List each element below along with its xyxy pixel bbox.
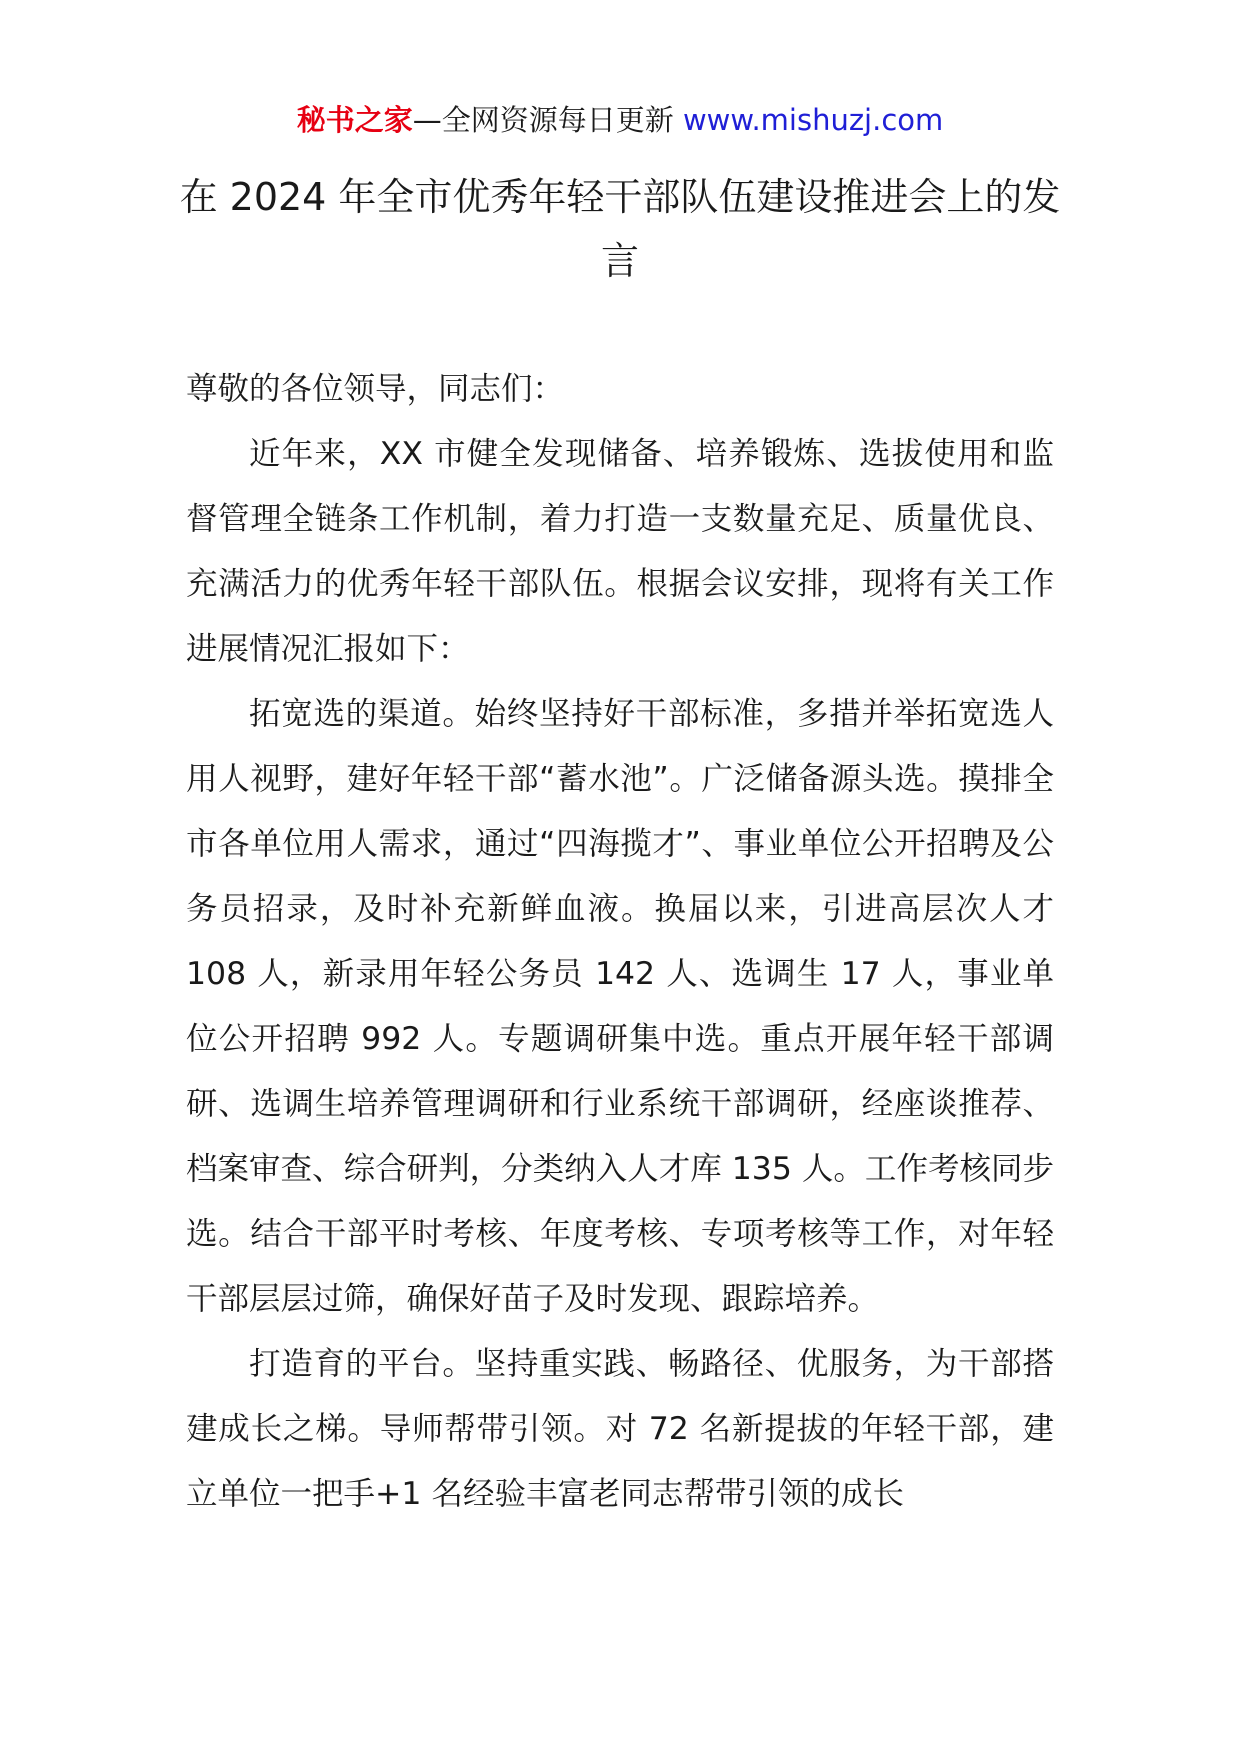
site-url-link[interactable]: www.mishuzj.com [682, 103, 944, 137]
paragraph-training: 打造育的平台。坚持重实践、畅路径、优服务，为干部搭建成长之梯。导师帮带引领。对 72 名新提拔的年轻干部，建立单位一把手+1 名经验丰富老同志帮带引领的成长 [186, 1346, 1054, 1512]
site-tagline: —全网资源每日更新 [412, 103, 674, 137]
paragraph-selection: 拓宽选的渠道。始终坚持好干部标准，多措并举拓宽选人用人视野，建好年轻干部“蓄水池”。广泛储备源头选。摸排全市各单位用人需求，通过“四海揽才”、事业单位公开招聘及公务员招录，及时补充新鲜血液。换届以来，引进高层次人才 108 人，新录用年轻公务员 142 人、选调生 17 人，事业单位公开招聘 992 人。专题调研集中选。重点开展年轻干部调研、选调生培养管理调研和行业系统干部调研，经座谈推荐、档案审查、综合研判，分类纳入人才库 135 人。工作考核同步选。结合干部平时考核、年度考核、专项考核等工作，对年轻干部层层过筛，确保好苗子及时发现、跟踪培养。 [186, 696, 1054, 1317]
paragraph-intro: 近年来，XX 市健全发现储备、培养锻炼、选拔使用和监督管理全链条工作机制，着力打造一支数量充足、质量优良、充满活力的优秀年轻干部队伍。根据会议安排，现将有关工作进展情况汇报如下： [186, 436, 1054, 667]
salutation: 尊敬的各位领导，同志们： [186, 371, 565, 407]
document-body [186, 357, 1054, 1527]
site-header [0, 100, 1240, 140]
site-brand: 秘书之家 [296, 103, 413, 137]
document-title: 在 2024 年全市优秀年轻干部队伍建设推进会上的发言 [179, 175, 1061, 283]
